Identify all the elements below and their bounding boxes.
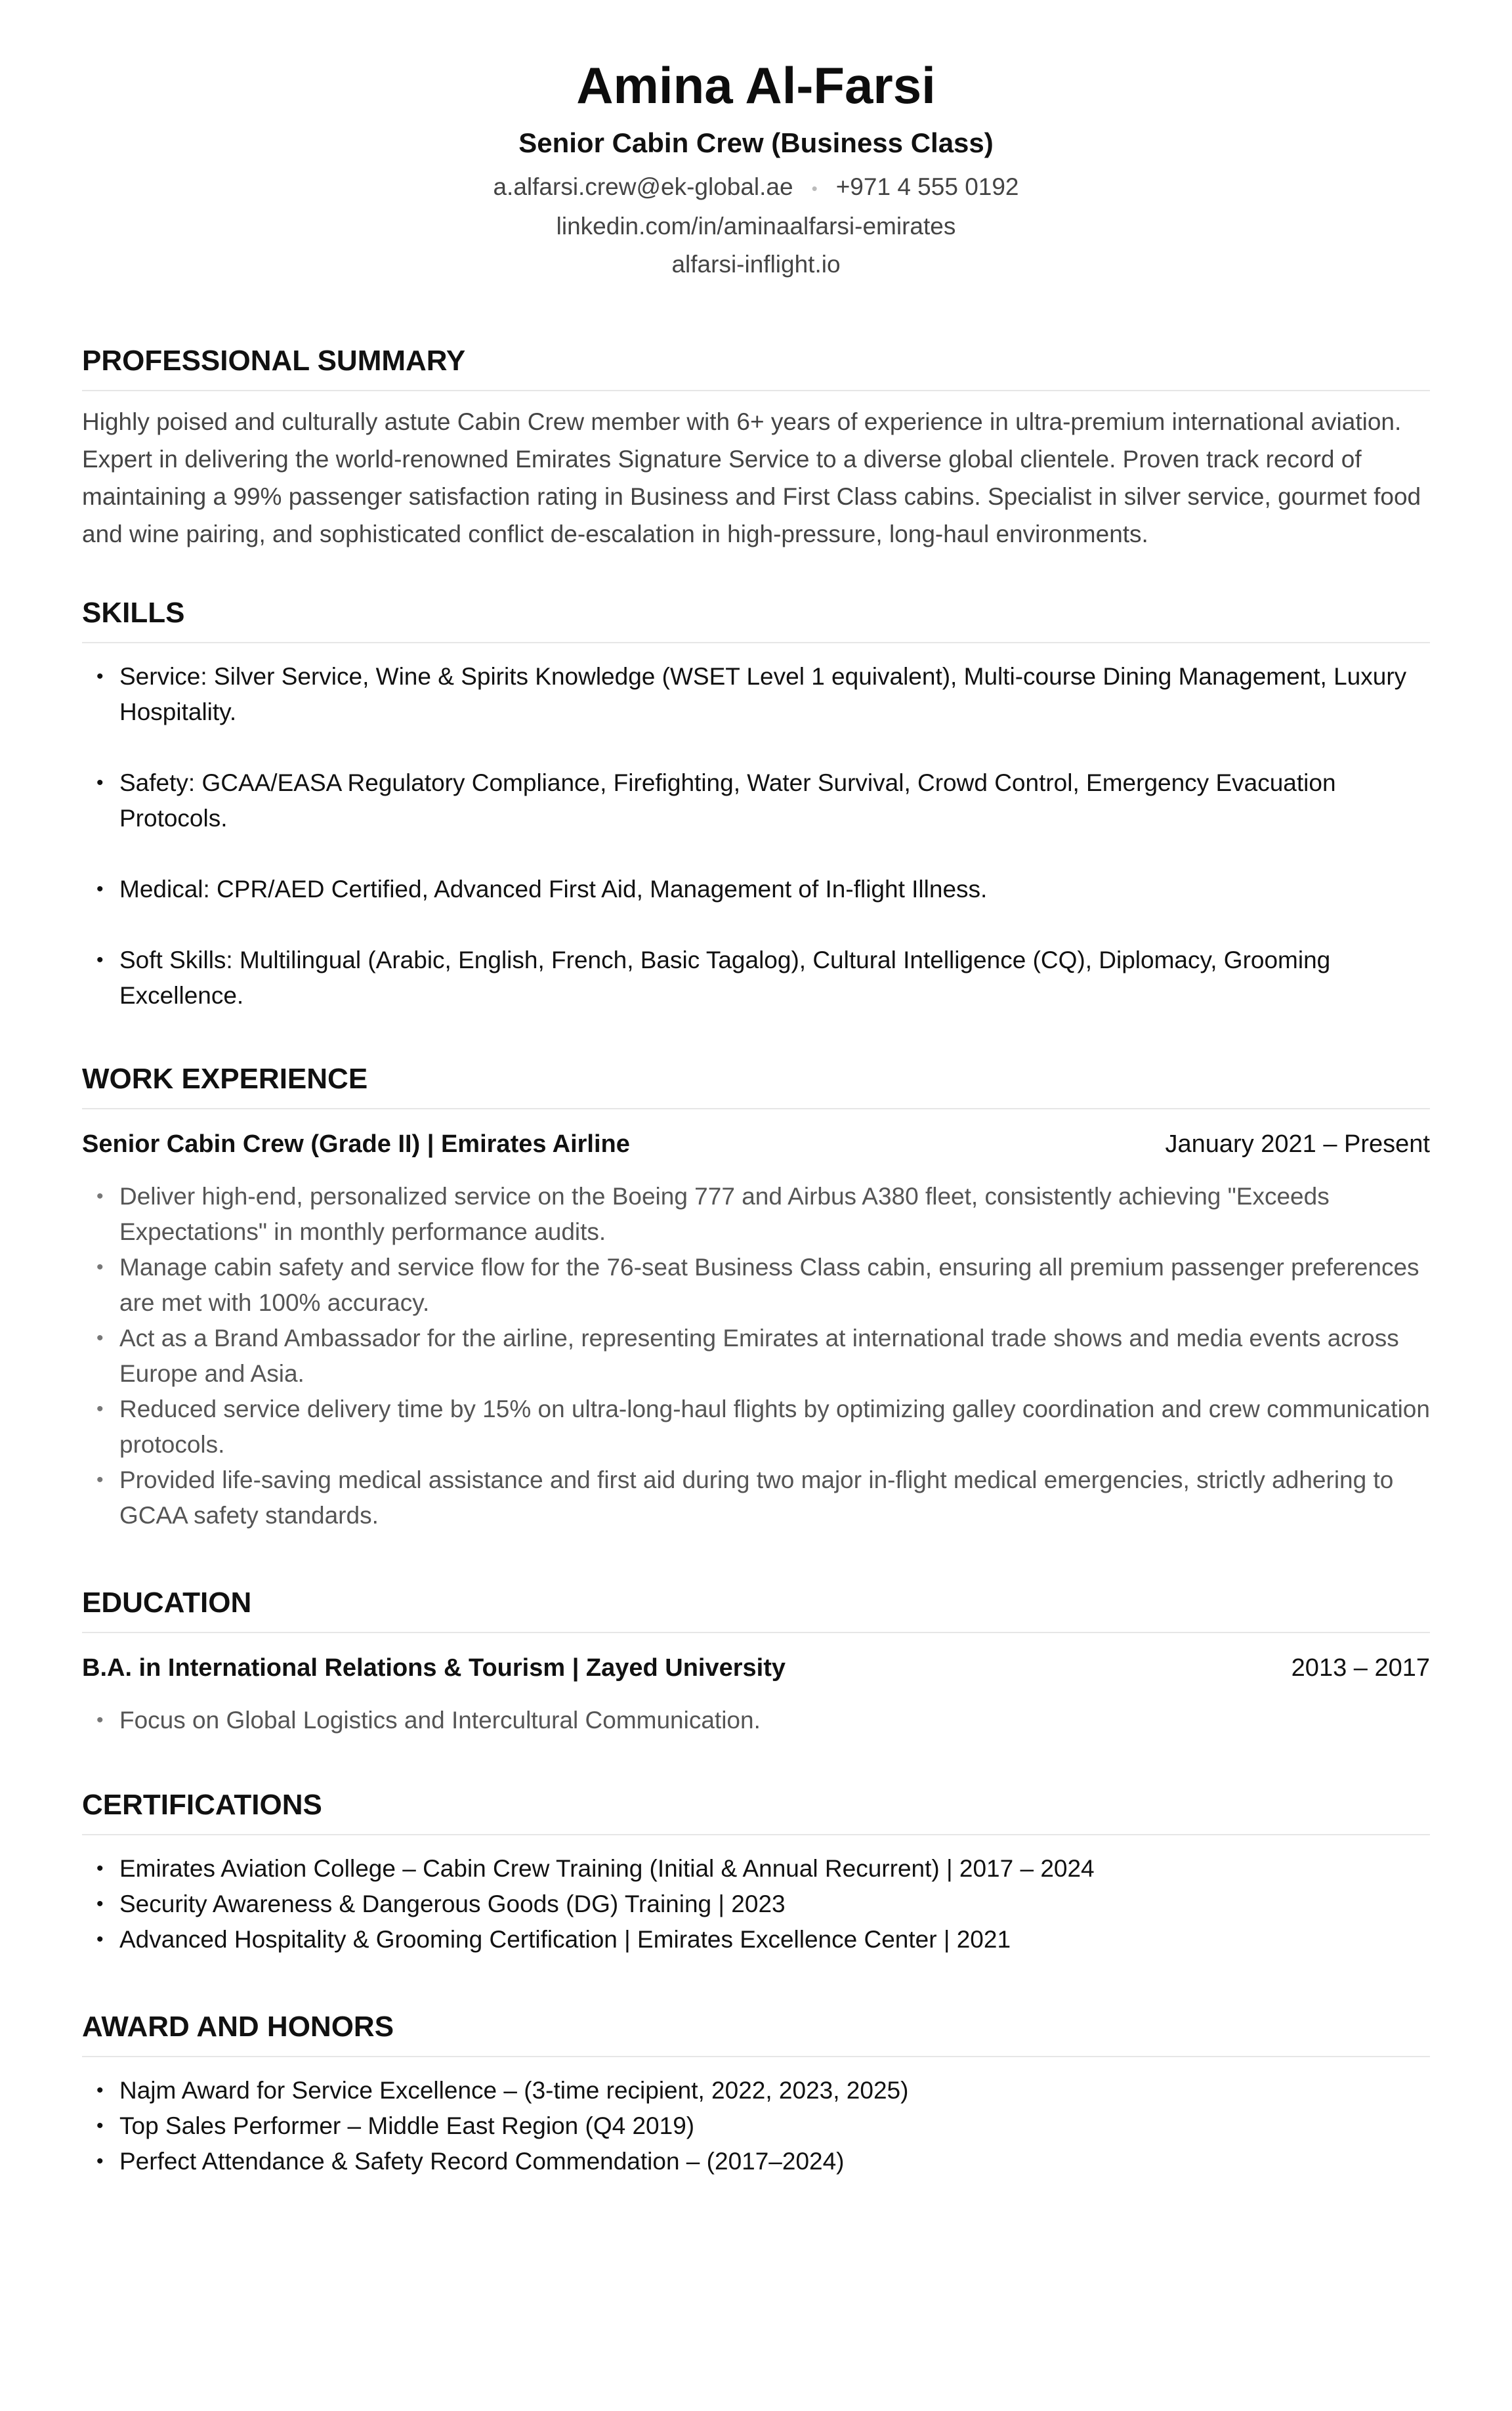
job-bullets: [82, 1179, 1430, 1533]
list-item: • Safety: GCAA/EASA Regulatory Compliance, Firefighting, Water Survival, Crowd Control, Emergency Evacuation Protocols.: [82, 765, 1430, 836]
bullet-icon: •: [96, 772, 104, 794]
bullet-icon: •: [96, 949, 104, 971]
bullet-icon: •: [96, 1893, 104, 1915]
list-item: • Reduced service delivery time by 15% on ultra-long-haul flights by optimizing galley coordination and crew communication protocols.: [82, 1392, 1430, 1462]
awards-list: [82, 2073, 1430, 2179]
list-item: • Emirates Aviation College – Cabin Crew Training (Initial & Annual Recurrent) | 2017 – 2024: [82, 1851, 1430, 1887]
list-item: • Advanced Hospitality & Grooming Certification | Emirates Excellence Center | 2021: [82, 1922, 1430, 1957]
certifications-list: [82, 1851, 1430, 1957]
list-item: • Security Awareness & Dangerous Goods (DG) Training | 2023: [82, 1887, 1430, 1922]
bullet-icon: •: [96, 2150, 104, 2173]
bullet-icon: •: [96, 2080, 104, 2102]
education-header: [82, 1650, 1430, 1686]
job-title: Senior Cabin Crew (Grade II) | Emirates Airline: [82, 1130, 630, 1159]
linkedin-link[interactable]: linkedin.com/in/aminaalfarsi-emirates: [556, 213, 956, 240]
candidate-title: Senior Cabin Crew (Business Class): [518, 127, 994, 158]
education-bullets: [82, 1703, 1430, 1738]
summary-section: [82, 341, 1430, 553]
section-heading: EDUCATION: [82, 1583, 1430, 1633]
skills-list: [82, 659, 1430, 1013]
summary-text: Highly poised and culturally astute Cabin Crew member with 6+ years of experience in ultra-premium international aviation. Expert in delivering the world-renowned Emirates Signature Service to a diverse global clientele. Proven track record of maintaining a 99% passenger satisfaction rating in Business and First Class cabins. Specialist in silver service, gourmet food and wine pairing, and sophisticated conflict de-escalation in high-pressure, long-haul environments.: [82, 408, 1421, 548]
list-item: • Focus on Global Logistics and Intercultural Communication.: [82, 1703, 1430, 1738]
section-heading: PROFESSIONAL SUMMARY: [82, 341, 1430, 391]
experience-section: [82, 1059, 1430, 1533]
skills-section: [82, 593, 1430, 1013]
bullet-icon: •: [96, 1858, 104, 1880]
resume-header: [82, 0, 1430, 284]
bullet-icon: •: [96, 1256, 104, 1279]
list-item: • Soft Skills: Multilingual (Arabic, English, French, Basic Tagalog), Cultural Intelligence (CQ), Diplomacy, Grooming Excellence.: [82, 943, 1430, 1013]
bullet-icon: •: [96, 878, 104, 901]
contact-separator: •: [811, 179, 818, 199]
bullet-icon: •: [96, 1185, 104, 1208]
bullet-icon: •: [96, 1398, 104, 1420]
bullet-icon: •: [96, 1929, 104, 1951]
bullet-icon: •: [96, 1709, 104, 1732]
list-item: • Najm Award for Service Excellence – (3-time recipient, 2022, 2023, 2025): [82, 2073, 1430, 2108]
list-item: • Provided life-saving medical assistance and first aid during two major in-flight medical emergencies, strictly adhering to GCAA safety standards.: [82, 1462, 1430, 1533]
job-date: January 2021 – Present: [1165, 1130, 1430, 1159]
degree-title: B.A. in International Relations & Tourism | Zayed University: [82, 1654, 786, 1682]
job-header: [82, 1126, 1430, 1162]
list-item: • Medical: CPR/AED Certified, Advanced First Aid, Management of In-flight Illness.: [82, 872, 1430, 907]
section-heading: AWARD AND HONORS: [82, 2007, 1430, 2057]
degree-date: 2013 – 2017: [1291, 1654, 1430, 1682]
candidate-name: Amina Al-Farsi: [576, 56, 936, 114]
bullet-icon: •: [96, 666, 104, 688]
education-section: [82, 1583, 1430, 1738]
bullet-icon: •: [96, 1327, 104, 1350]
list-item: • Manage cabin safety and service flow for the 76-seat Business Class cabin, ensuring all premium passenger preferences are met with 100% accuracy.: [82, 1250, 1430, 1321]
certifications-section: [82, 1785, 1430, 1957]
bullet-icon: •: [96, 2115, 104, 2137]
contact-row: [82, 168, 1430, 207]
email-link[interactable]: a.alfarsi.crew@ek-global.ae: [493, 173, 793, 200]
section-heading: WORK EXPERIENCE: [82, 1059, 1430, 1109]
section-heading: CERTIFICATIONS: [82, 1785, 1430, 1835]
list-item: • Top Sales Performer – Middle East Region (Q4 2019): [82, 2108, 1430, 2144]
section-heading: SKILLS: [82, 593, 1430, 643]
list-item: • Perfect Attendance & Safety Record Commendation – (2017–2024): [82, 2144, 1430, 2179]
awards-section: [82, 2007, 1430, 2179]
website-link[interactable]: alfarsi-inflight.io: [671, 251, 841, 278]
list-item: • Service: Silver Service, Wine & Spirits Knowledge (WSET Level 1 equivalent), Multi-course Dining Management, Luxury Hospitality.: [82, 659, 1430, 730]
phone-number: +971 4 555 0192: [835, 173, 1019, 200]
list-item: • Deliver high-end, personalized service on the Boeing 777 and Airbus A380 fleet, consistently achieving "Exceeds Expectations" in monthly performance audits.: [82, 1179, 1430, 1250]
list-item: • Act as a Brand Ambassador for the airline, representing Emirates at international trade shows and media events across Europe and Asia.: [82, 1321, 1430, 1392]
bullet-icon: •: [96, 1469, 104, 1491]
